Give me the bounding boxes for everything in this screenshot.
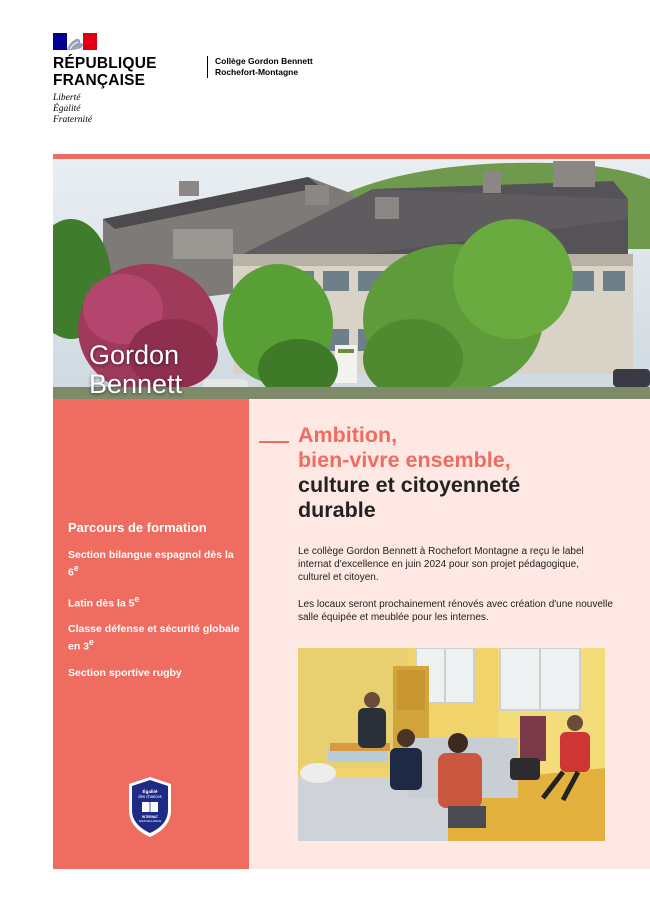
formation-sidebar: [53, 399, 249, 869]
list-item-text: Section sportive rugby: [68, 666, 182, 679]
internat-excellence-badge-icon: [127, 776, 173, 838]
paragraph-label: Le collège Gordon Bennett à Rochefort Montagne a reçu le label internat d'excellence en juin 2024 pour son projet pédagogique, culturel et citoyen.: [298, 546, 584, 583]
republic-motto: [53, 93, 92, 126]
list-item-sup: e: [89, 637, 94, 647]
formation-title: Parcours de formation: [68, 520, 207, 535]
list-item-text: Section bilangue espagnol dès la 6: [68, 549, 234, 579]
list-item: [68, 667, 243, 680]
list-item: [68, 593, 243, 611]
headline-dark-line2: durable: [298, 498, 376, 522]
badge-line1: Égalité: [142, 789, 158, 794]
rf-title-line1: RÉPUBLIQUE: [53, 55, 157, 72]
headline-dark-line1: culture et citoyenneté: [298, 473, 521, 497]
headline: [298, 423, 520, 523]
motto-egalite: Égalité: [53, 104, 81, 114]
headline-dash: [259, 441, 289, 443]
school-identity: [207, 56, 313, 78]
marianne-flag-icon: [53, 33, 97, 50]
main-content: [249, 399, 650, 869]
hero-title-line2: Bennett: [89, 369, 183, 399]
badge-line3: INTERNAT: [142, 815, 158, 819]
rf-title-line2: FRANÇAISE: [53, 72, 146, 89]
hero-title: [89, 341, 182, 399]
boarding-room-illustration: [298, 648, 605, 841]
hero-photo: [53, 159, 650, 399]
school-city: Rochefort-Montagne: [215, 67, 299, 77]
badge-line2: des chances: [138, 794, 162, 799]
boarding-room-photo: [298, 648, 605, 841]
formation-list: [68, 549, 243, 693]
school-name: Collège Gordon Bennett: [215, 56, 313, 66]
headline-accent-line1: Ambition,: [298, 423, 398, 447]
paragraph-renovation: Les locaux seront prochainement rénovés avec création d'une nouvelle salle équipée et meublée pour les internes.: [298, 599, 613, 623]
republique-francaise-title: [53, 55, 193, 89]
list-item: [68, 623, 243, 654]
headline-accent-line2: bien-vivre ensemble,: [298, 448, 511, 472]
list-item-text: Classe défense et sécurité globale en 3: [68, 623, 240, 653]
list-item-sup: e: [73, 563, 79, 573]
list-item-sup: e: [134, 593, 140, 604]
motto-liberte: Liberté: [53, 93, 81, 103]
list-item-text: Latin dès la 5: [68, 597, 135, 609]
hero-title-line1: Gordon: [89, 340, 180, 370]
motto-fraternite: Fraternité: [53, 115, 93, 125]
badge-line4: D'EXCELLENCE: [138, 819, 162, 823]
list-item: [68, 549, 243, 580]
